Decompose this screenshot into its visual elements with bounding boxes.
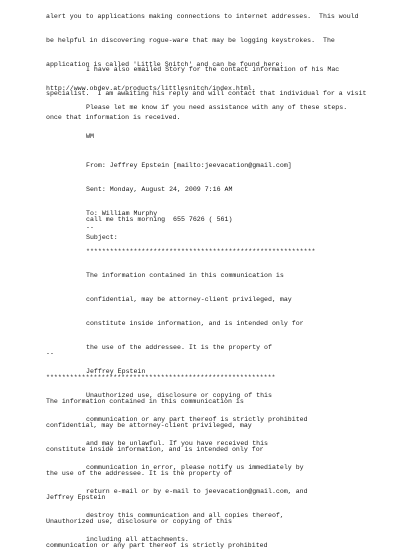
disclaimer-line: Jeffrey Epstein [46,494,106,501]
disclaimer-line: Jeffrey Epstein [86,368,146,375]
disclaimer-line: the use of the addressee. It is the property of [86,344,272,351]
body-line: call me this morning 655 7626 ( 561) [86,216,233,223]
separator-stars: ********************************************************** [86,248,316,255]
intro-line: alert you to applications making connections to internet addresses. This would [46,13,359,20]
story-line: once that information is received. [46,114,181,121]
intro-link-line[interactable]: http://www.obdev.at/products/littlesnitch/index.html. [46,85,256,92]
disclaimer-line: communication or any part thereof is strictly prohibited [46,542,268,549]
disclaimer-line: communication or any part thereof is strictly prohibited [86,416,308,423]
disclaimer-line: constitute inside information, and is intended only for [46,446,264,453]
story-line: I have also emailed Story for the contact information of his Mac [86,66,340,73]
disclaimer-line: destroy this communication and all copies thereof, [86,512,284,519]
disclaimer-line: including all attachments. [86,536,189,543]
outer-disclaimer [46,334,276,558]
disclaimer-line: The information contained in this communication is [86,272,284,279]
intro-line: application is called 'Little Snitch' and can be found here: [46,61,284,68]
assist-paragraph [86,88,347,120]
assist-line: Please let me know if you need assistance with any of these steps. [86,104,348,111]
header-from: From: Jeffrey Epstein [mailto:jeevacation@gmail.com] [86,162,292,169]
disclaimer-line: return e-mail or by e-mail to jeevacation@gmail.com, and [86,488,308,495]
header-to: To: William Murphy [86,210,158,217]
disclaimer-line: The information contained in this communication is [46,398,244,405]
header-subject: Subject: [86,234,118,241]
story-line: specialist. I am awaiting his reply and will contact that individual for a visit [46,90,367,97]
separator-dashes: -- [46,350,54,357]
header-sent: Sent: Monday, August 24, 2009 7:16 AM [86,186,233,193]
disclaimer-line: Unauthorized use, disclosure or copying of this [86,392,272,399]
signature [86,117,94,149]
disclaimer-line: confidential, may be attorney-client privileged, may [46,422,252,429]
separator-dashes: -- [86,224,94,231]
disclaimer-line: communication in error, please notify us immediately by [86,464,304,471]
intro-line: be helpful in discovering rogue-ware that may be logging keystrokes. The [46,37,335,44]
disclaimer-line: the use of the addressee. It is the property of [46,470,232,477]
disclaimer-line: constitute inside information, and is intended only for [86,320,304,327]
disclaimer-line: confidential, may be attorney-client privileged, may [86,296,292,303]
disclaimer-line: Unauthorized use, disclosure or copying of this [46,518,232,525]
separator-stars: ********************************************************** [46,374,276,381]
disclaimer-line: and may be unlawful. If you have received this [86,440,269,447]
signature-text: WM [86,133,94,140]
